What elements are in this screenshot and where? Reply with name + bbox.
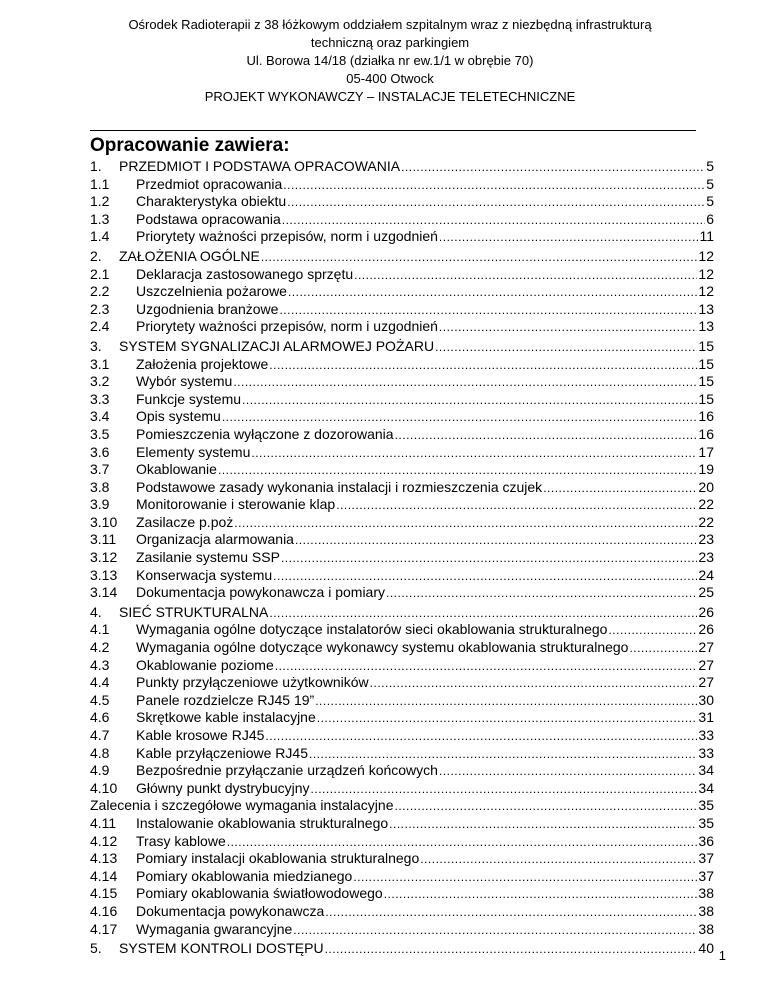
header-line-1: Ośrodek Radioterapii z 38 łóżkowym oddziałem szpitalnym wraz z niezbędną infrastrukturą — [128, 17, 652, 32]
toc-entry[interactable] — [90, 567, 714, 585]
toc-entry[interactable] — [90, 940, 714, 958]
toc-entry-title: Uzgodnienia branżowe — [136, 300, 279, 317]
toc-entry[interactable] — [90, 496, 714, 514]
toc-entry-page: 27 — [698, 639, 714, 656]
toc-entry[interactable] — [90, 657, 714, 675]
toc-dot-leader — [293, 922, 697, 939]
toc-entry-page: 12 — [698, 265, 714, 282]
toc-dot-leader — [269, 357, 697, 374]
toc-entry-page: 38 — [698, 920, 714, 937]
toc-entry-number: 2.3 — [90, 300, 110, 317]
toc-entry[interactable] — [90, 815, 714, 833]
toc-dot-leader — [288, 284, 697, 301]
toc-dot-leader — [273, 568, 697, 585]
toc-entry-page: 38 — [698, 885, 714, 902]
toc-entry-number: 2.1 — [90, 265, 110, 282]
toc-entry-number: 4.7 — [90, 727, 110, 743]
toc-entry-page: 16 — [698, 408, 714, 425]
toc-entry-number: 3.12 — [90, 549, 118, 566]
toc-dot-leader — [389, 816, 697, 833]
toc-entry-number: 3.7 — [90, 461, 110, 478]
toc-entry[interactable] — [90, 301, 714, 319]
toc-entry[interactable] — [90, 338, 714, 356]
toc-entry[interactable] — [90, 211, 714, 229]
toc-entry-page: 24 — [698, 566, 714, 583]
toc-dot-leader — [336, 497, 697, 514]
toc-entry-page: 26 — [698, 603, 714, 620]
toc-entry-page: 36 — [698, 832, 714, 849]
toc-entry-title: Organizacja alarmowania — [136, 531, 294, 548]
toc-dot-leader — [384, 886, 698, 903]
toc-entry-title: Kable krosowe RJ45 — [136, 727, 265, 743]
toc-entry-number: 3.5 — [90, 425, 110, 442]
toc-entry[interactable] — [90, 762, 714, 780]
toc-dot-leader — [435, 339, 697, 356]
toc-entry-page: 37 — [698, 867, 714, 884]
toc-entry-title: Wymagania gwarancyjne — [136, 920, 293, 937]
toc-entry[interactable] — [90, 444, 714, 462]
toc-entry-number: 2.2 — [90, 283, 110, 300]
toc-entry-number: 1.1 — [90, 175, 110, 192]
toc-entry-title: Charakterystyka obiektu — [136, 193, 287, 210]
table-of-contents — [90, 156, 714, 958]
toc-entry-number: 4.16 — [90, 902, 118, 919]
toc-entry-title: Panele rozdzielcze RJ45 19” — [136, 691, 315, 708]
toc-dot-leader — [325, 904, 697, 921]
toc-entry-title: Elementy systemu — [136, 443, 251, 460]
toc-dot-leader — [282, 212, 705, 229]
toc-entry-title: ZAŁOŻENIA OGÓLNE — [119, 247, 260, 264]
toc-entry-title: Monitorowanie i sterowanie klap — [136, 496, 336, 513]
toc-entry[interactable] — [90, 921, 714, 939]
toc-entry-title: Konserwacja systemu — [136, 566, 273, 583]
toc-entry-page: 19 — [698, 461, 714, 478]
toc-dot-leader — [279, 302, 697, 319]
header-line-4: 05-400 Otwock — [346, 71, 434, 86]
toc-entry-page: 23 — [698, 531, 714, 548]
toc-dot-leader — [218, 462, 697, 479]
toc-entry-title: SYSTEM KONTROLI DOSTĘPU — [119, 940, 324, 957]
toc-entry-page: 40 — [698, 940, 714, 957]
toc-dot-leader — [287, 194, 705, 211]
toc-entry[interactable] — [90, 408, 714, 426]
toc-entry-page: 35 — [698, 797, 714, 814]
toc-entry-number: 4.13 — [90, 850, 118, 867]
toc-entry-page: 15 — [698, 337, 714, 354]
toc-dot-leader — [222, 409, 698, 426]
toc-entry-page: 15 — [698, 373, 714, 390]
toc-entry-title: Zalecenia i szczegółowe wymagania instalacyjne — [90, 797, 394, 814]
toc-dot-leader — [439, 319, 698, 336]
toc-dot-leader — [283, 177, 705, 194]
toc-entry-title: Przedmiot opracowania — [136, 175, 283, 192]
toc-entry-number: 3.9 — [90, 496, 110, 513]
toc-entry[interactable] — [90, 514, 714, 532]
toc-entry-number: 3. — [90, 337, 102, 354]
toc-dot-leader — [295, 532, 697, 549]
toc-entry-page: 11 — [699, 228, 714, 245]
toc-entry[interactable] — [90, 531, 714, 549]
toc-entry-number: 3.6 — [90, 443, 110, 460]
toc-entry-number: 4.12 — [90, 832, 118, 849]
toc-entry-number: 4.6 — [90, 709, 110, 726]
toc-entry-page: 12 — [698, 247, 714, 264]
toc-entry-title: Główny punkt dystrybucyjny — [136, 779, 310, 796]
header-line-5: PROJEKT WYKONAWCZY – INSTALACJE TELETECHNICZNE — [204, 89, 576, 104]
toc-dot-leader — [629, 640, 697, 657]
toc-entry-page: 23 — [698, 549, 714, 566]
toc-entry[interactable] — [90, 692, 714, 710]
toc-dot-leader — [395, 798, 698, 815]
toc-entry-title: Bezpośrednie przyłączanie urządzeń końcowych — [136, 762, 438, 779]
toc-entry[interactable] — [90, 745, 714, 763]
toc-entry-title: Deklaracja zastosowanego sprzętu — [136, 265, 354, 282]
toc-entry-page: 31 — [698, 709, 714, 726]
toc-entry[interactable] — [90, 373, 714, 391]
toc-entry[interactable] — [90, 780, 714, 798]
toc-dot-leader — [439, 763, 697, 780]
toc-entry[interactable] — [90, 193, 714, 211]
toc-entry-title: Pomiary okablowania miedzianego — [136, 867, 353, 884]
toc-entry-page: 5 — [706, 158, 714, 174]
toc-entry-number: 3.4 — [90, 408, 110, 425]
toc-entry[interactable] — [90, 176, 714, 194]
page-header — [90, 16, 690, 106]
toc-entry-page: 13 — [698, 300, 714, 317]
toc-entry-title: Priorytety ważności przepisów, norm i uzgodnień — [136, 318, 438, 335]
toc-entry-page: 38 — [698, 902, 714, 919]
toc-entry-page: 35 — [698, 814, 714, 831]
toc-entry-number: 3.3 — [90, 390, 110, 407]
toc-entry[interactable] — [90, 850, 714, 868]
toc-entry-number: 4.8 — [90, 744, 110, 761]
toc-entry-title: Okablowanie poziome — [136, 656, 274, 673]
toc-entry-number: 3.8 — [90, 478, 110, 495]
toc-entry-title: Pomiary instalacji okablowania strukturalnego — [136, 850, 420, 867]
toc-entry-title: Dokumentacja powykonawcza i pomiary — [136, 584, 385, 601]
page-number: 1 — [718, 948, 726, 963]
toc-entry-number: 4.5 — [90, 691, 110, 708]
toc-entry-title: Wymagania ogólne dotyczące wykonawcy systemu okablowania strukturalnego — [136, 639, 629, 656]
toc-entry-page: 12 — [698, 283, 714, 300]
toc-dot-leader — [401, 159, 705, 176]
toc-dot-leader — [353, 869, 697, 886]
toc-entry-title: Wybór systemu — [136, 373, 233, 390]
toc-entry-number: 1.2 — [90, 193, 110, 210]
toc-entry[interactable] — [90, 479, 714, 497]
toc-entry-title: Opis systemu — [136, 408, 221, 425]
toc-dot-leader — [234, 515, 697, 532]
toc-entry-number: 1.3 — [90, 210, 110, 227]
toc-entry[interactable] — [90, 833, 714, 851]
toc-dot-leader — [386, 585, 697, 602]
toc-entry-number: 3.10 — [90, 513, 118, 530]
toc-entry-page: 15 — [698, 390, 714, 407]
toc-entry-number: 3.13 — [90, 566, 118, 583]
toc-entry-title: Wymagania ogólne dotyczące instalatorów sieci okablowania strukturalnego — [136, 621, 608, 638]
toc-entry-number: 2. — [90, 247, 102, 264]
toc-entry[interactable] — [90, 604, 714, 622]
toc-entry-page: 15 — [698, 355, 714, 372]
header-line-2: techniczną oraz parkingiem — [310, 35, 470, 50]
toc-entry[interactable] — [90, 584, 714, 602]
toc-dot-leader — [227, 834, 698, 851]
toc-entry-title: Kable przyłączeniowe RJ45 — [136, 744, 308, 761]
toc-entry-number: 3.2 — [90, 373, 110, 390]
toc-entry-title: Punkty przyłączeniowe użytkowników — [136, 674, 369, 691]
toc-entry-page: 5 — [706, 175, 714, 192]
toc-entry[interactable] — [90, 868, 714, 886]
toc-entry[interactable] — [90, 283, 714, 301]
toc-entry-page: 22 — [698, 496, 714, 513]
toc-entry[interactable] — [90, 248, 714, 266]
toc-entry[interactable] — [90, 158, 714, 176]
toc-entry-title: Zasilanie systemu SSP — [136, 549, 280, 566]
toc-entry-title: SYSTEM SYGNALIZACJI ALARMOWEJ POŻARU — [119, 337, 435, 354]
toc-entry-number: 4.4 — [90, 674, 110, 691]
header-line-3: Ul. Borowa 14/18 (działka nr ew.1/1 w obrębie 70) — [246, 53, 534, 68]
toc-entry-number: 4.10 — [90, 779, 118, 796]
toc-dot-leader — [370, 675, 698, 692]
toc-dot-leader — [275, 658, 698, 675]
toc-entry-number: 1. — [90, 158, 102, 174]
toc-dot-leader — [309, 746, 697, 763]
toc-entry[interactable] — [90, 266, 714, 284]
toc-entry[interactable] — [90, 461, 714, 479]
toc-dot-leader — [265, 728, 697, 745]
toc-entry-number: 5. — [90, 940, 102, 957]
toc-entry-number: 3.11 — [90, 531, 117, 548]
toc-entry[interactable] — [90, 318, 714, 336]
toc-entry-title: PRZEDMIOT I PODSTAWA OPRACOWANIA — [119, 158, 401, 174]
toc-entry[interactable] — [90, 885, 714, 903]
toc-entry-page: 30 — [698, 691, 714, 708]
toc-entry-number: 4.3 — [90, 656, 110, 673]
toc-entry[interactable] — [90, 903, 714, 921]
toc-entry-title: Funkcje systemu — [136, 390, 242, 407]
toc-entry[interactable] — [90, 228, 714, 246]
toc-entry[interactable] — [90, 426, 714, 444]
toc-entry-page: 6 — [706, 210, 714, 227]
toc-entry-page: 34 — [698, 762, 714, 779]
toc-entry-number: 4.17 — [90, 920, 118, 937]
toc-dot-leader — [233, 374, 697, 391]
toc-entry-page: 25 — [698, 584, 714, 601]
toc-entry-title: Okablowanie — [136, 461, 217, 478]
toc-dot-leader — [251, 445, 697, 462]
toc-dot-leader — [543, 480, 697, 497]
toc-entry[interactable] — [90, 549, 714, 567]
toc-entry-page: 34 — [698, 779, 714, 796]
toc-dot-leader — [269, 605, 697, 622]
toc-entry-number: 4.14 — [90, 867, 118, 884]
toc-entry-page: 27 — [698, 656, 714, 673]
toc-dot-leader — [354, 267, 697, 284]
toc-entry[interactable] — [90, 356, 714, 374]
toc-entry[interactable] — [90, 639, 714, 657]
toc-entry-title: Podstawowe zasady wykonania instalacji i rozmieszczenia czujek — [136, 478, 543, 495]
toc-entry[interactable] — [90, 797, 714, 815]
toc-entry-page: 20 — [698, 478, 714, 495]
toc-entry-number: 4.9 — [90, 762, 110, 779]
toc-dot-leader — [395, 427, 698, 444]
toc-entry-number: 1.4 — [90, 228, 110, 245]
toc-entry[interactable] — [90, 621, 714, 639]
toc-dot-leader — [325, 941, 698, 958]
toc-entry-page: 26 — [698, 621, 714, 638]
toc-dot-leader — [439, 229, 699, 246]
toc-entry-title: Pomieszczenia wyłączone z dozorowania — [136, 425, 394, 442]
toc-entry-number: 4.11 — [90, 814, 117, 831]
toc-entry-number: 3.1 — [90, 355, 110, 372]
toc-entry[interactable] — [90, 391, 714, 409]
toc-entry-title: Zasilacze p.poż — [136, 513, 234, 530]
toc-entry-page: 33 — [698, 727, 714, 743]
toc-entry-title: Priorytety ważności przepisów, norm i uzgodnień — [136, 228, 438, 245]
toc-entry[interactable] — [90, 709, 714, 727]
toc-dot-leader — [608, 622, 697, 639]
toc-entry-page: 22 — [698, 513, 714, 530]
toc-entry-title: Założenia projektowe — [136, 355, 269, 372]
toc-heading: Opracowanie zawiera: — [90, 135, 290, 156]
toc-entry-title: Dokumentacja powykonawcza — [136, 902, 325, 919]
toc-entry-number: 4. — [90, 603, 102, 620]
toc-entry-number: 4.2 — [90, 639, 110, 656]
toc-dot-leader — [420, 851, 697, 868]
toc-dot-leader — [311, 781, 698, 798]
toc-entry-number: 4.15 — [90, 885, 118, 902]
toc-entry-title: Trasy kablowe — [136, 832, 226, 849]
toc-dot-leader — [317, 710, 698, 727]
toc-entry-page: 27 — [698, 674, 714, 691]
toc-entry-title: Skrętkowe kable instalacyjne — [136, 709, 316, 726]
toc-entry-title: Uszczelnienia pożarowe — [136, 283, 287, 300]
toc-entry-page: 37 — [698, 850, 714, 867]
toc-dot-leader — [315, 693, 697, 710]
toc-entry-title: Instalowanie okablowania strukturalnego — [136, 814, 389, 831]
toc-entry-number: 3.14 — [90, 584, 118, 601]
toc-entry[interactable] — [90, 674, 714, 692]
toc-dot-leader — [261, 249, 698, 266]
toc-entry-title: SIEĆ STRUKTURALNA — [119, 603, 269, 620]
toc-entry-page: 33 — [698, 744, 714, 761]
toc-entry-page: 13 — [698, 318, 714, 335]
toc-entry-page: 5 — [706, 193, 714, 210]
toc-entry-number: 4.1 — [90, 621, 110, 638]
toc-entry-title: Podstawa opracowania — [136, 210, 281, 227]
toc-dot-leader — [242, 392, 697, 409]
header-divider — [90, 130, 696, 131]
toc-entry-title: Pomiary okablowania światłowodowego — [136, 885, 383, 902]
toc-entry-page: 17 — [698, 443, 714, 460]
toc-entry-number: 2.4 — [90, 318, 110, 335]
toc-entry[interactable] — [90, 727, 714, 745]
toc-dot-leader — [281, 550, 697, 567]
toc-entry-page: 16 — [698, 425, 714, 442]
